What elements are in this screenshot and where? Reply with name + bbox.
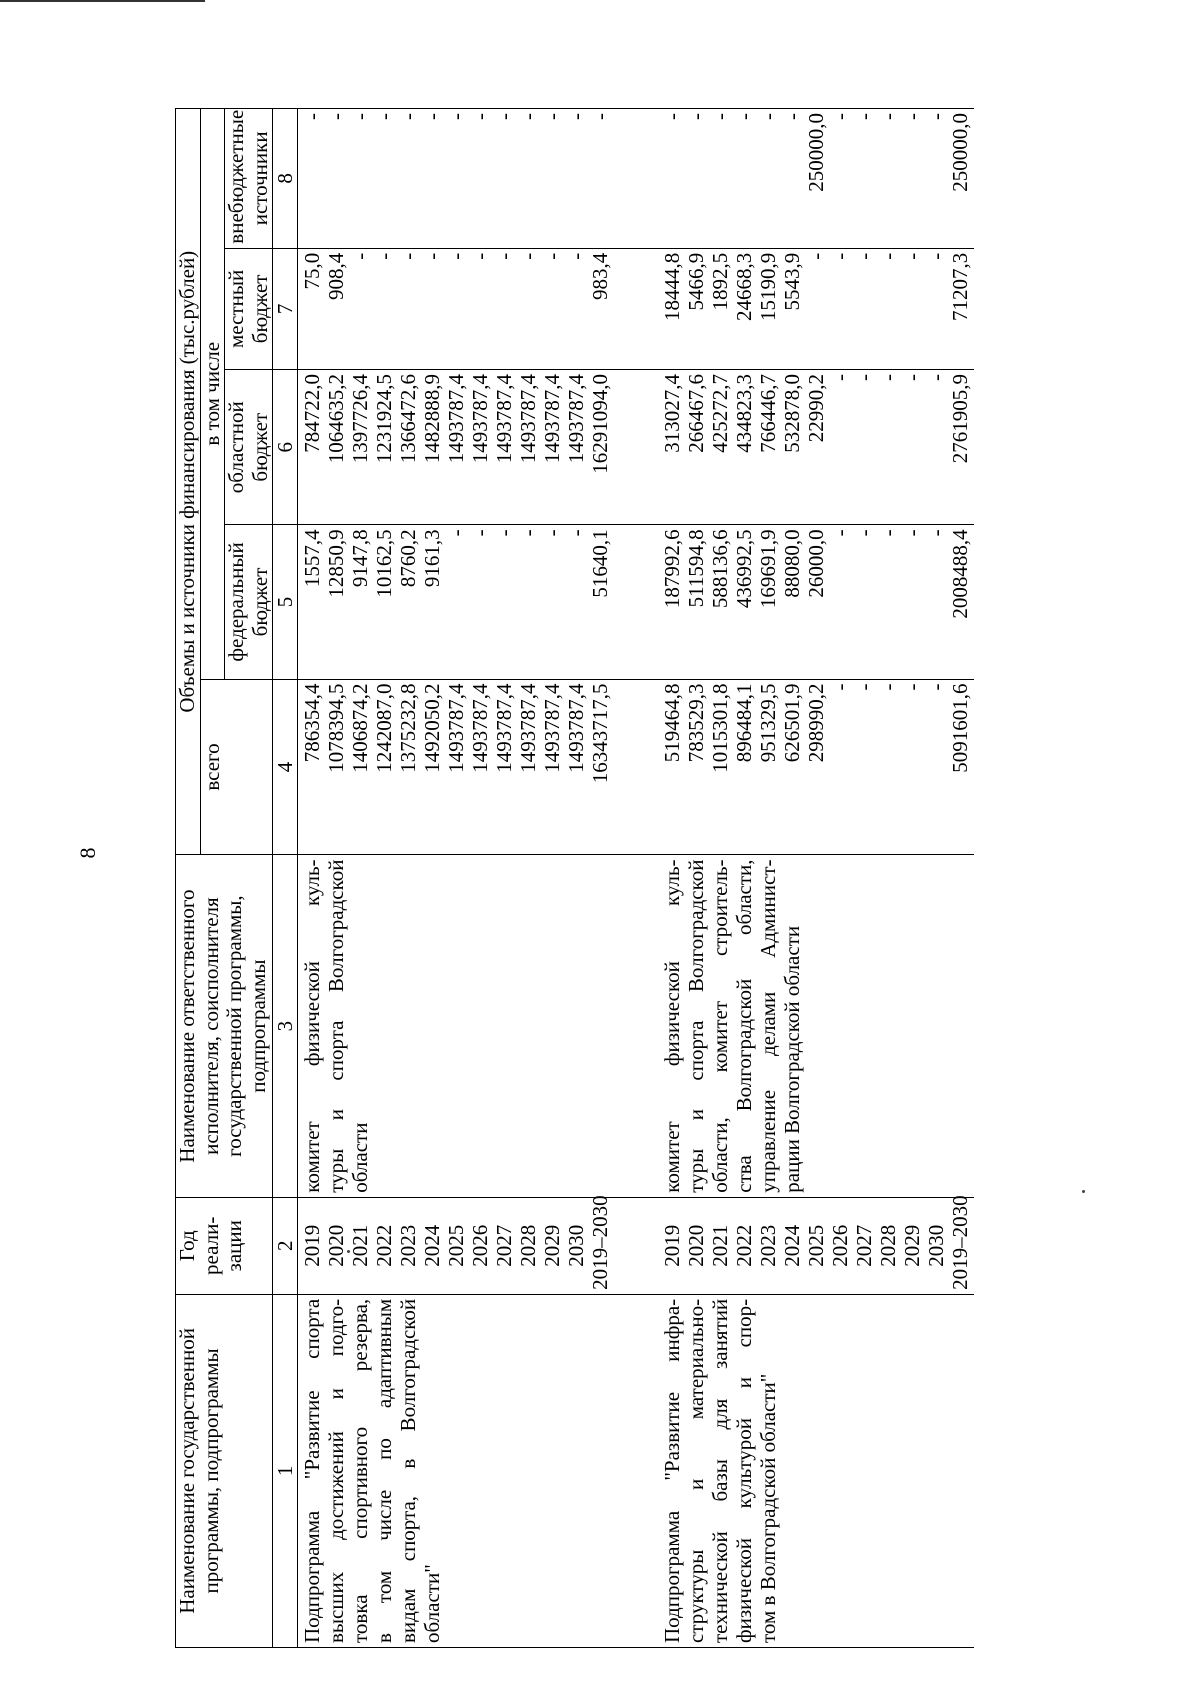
program-name-line: Подпрограмма "Развитие инфра- [660,1298,685,1643]
local-value: - [804,252,829,260]
local-value: - [852,252,877,260]
year-value: 2021 [708,1224,733,1267]
extrabudget-value-cell [298,109,615,249]
total-value: 896484,1 [732,683,757,763]
extrabudget-value-cell [658,109,974,249]
total-value: 1015301,8 [708,683,733,773]
program-name-line: физической культурой и спор- [732,1298,757,1643]
federal-value: 8760,2 [396,529,421,588]
local-value: 1892,5 [708,252,733,311]
year-value: 2026 [828,1224,853,1267]
local-value: - [468,252,493,260]
federal-value: - [444,529,469,537]
regional-value: 784722,0 [300,374,325,453]
local-value: - [876,252,901,260]
federal-value: 9147,8 [348,529,373,588]
extrabudget-value: - [444,113,469,120]
column-number: 3 [273,855,298,1197]
executor-line: области [348,1122,373,1193]
year-value: 2019 [300,1224,325,1267]
executor-line: управление делами Админист- [756,859,781,1193]
extrabudget-value: 250000,0 [948,113,973,192]
local-value: 5543,9 [780,252,805,311]
local-value: - [396,252,421,260]
total-value: 1493787,4 [444,683,469,773]
federal-value: 187992,6 [660,529,685,609]
program-name-line: в том числе по адаптивным [372,1298,397,1643]
total-value: 1242087,0 [372,683,397,773]
year-value: 2024 [420,1224,445,1267]
year-value: 2027 [852,1224,877,1267]
executor-line: области, комитет строитель- [708,859,733,1193]
federal-value: - [924,529,949,537]
local-value: - [924,252,949,260]
header-federal: федеральный бюджет [225,525,273,679]
regional-value: - [852,374,877,382]
federal-value: - [492,529,517,537]
extrabudget-value: - [828,113,853,120]
program-name-line-cell [658,1294,974,1647]
extrabudget-value: - [324,113,349,120]
federal-value: - [900,529,925,537]
regional-value: 1397726,4 [348,374,373,464]
extrabudget-value: - [300,113,325,120]
header-program-name: Наименование государственной программы, подпрограммы [176,1294,273,1647]
program-name-line: технической базы для занятий [708,1298,733,1643]
year-value: 2019–2030 [948,1195,973,1290]
federal-value: 169691,9 [756,529,781,609]
extrabudget-value: - [420,113,445,120]
executor-line: туры и спорта Волгоградской [684,859,709,1193]
regional-value: 1482888,9 [420,374,445,464]
local-value: - [372,252,397,260]
header-extrabudget: внебюджетные источники [225,109,273,249]
extrabudget-value: - [876,113,901,120]
column-number: 5 [273,525,298,679]
header-regional: областной бюджет [225,370,273,525]
table-row [658,109,974,1648]
local-value: 908,4 [324,252,349,300]
regional-value: 313027,4 [660,374,685,453]
regional-value: 1493787,4 [492,374,517,464]
total-value-cell [658,679,974,855]
program-name-line: видам спорта, в Волгоградской [396,1298,421,1643]
extrabudget-value: - [492,113,517,120]
federal-value: 51640,1 [588,529,613,598]
local-value-cell [658,248,974,369]
total-value: 1406874,2 [348,683,373,773]
federal-value: 511594,8 [684,529,709,608]
year-value: 2029 [900,1224,925,1267]
header-local: местный бюджет [225,248,273,369]
year-value: 2023 [756,1224,781,1267]
year-value: 2019 [660,1224,685,1267]
total-value: 951329,5 [756,683,781,763]
year-value: 2025 [444,1224,469,1267]
header-total: всего [200,679,273,855]
funding-table [175,108,974,1648]
gap-cell [614,370,658,525]
year-value: 2022 [372,1224,397,1267]
federal-value: 88080,0 [780,529,805,598]
program-name-line: товка спортивного резерва, [348,1298,373,1643]
extrabudget-value: - [396,113,421,120]
page-number: 8 [75,847,100,859]
year-value: 2022 [732,1224,757,1267]
total-value: - [900,683,925,691]
regional-value: - [828,374,853,382]
column-number: 8 [273,109,298,249]
year-value: 2024 [780,1224,805,1267]
gap-cell [614,679,658,855]
column-number: 7 [273,248,298,369]
year-value-cell [298,1197,615,1294]
federal-value: - [516,529,541,537]
column-number: 6 [273,370,298,525]
local-value: - [516,252,541,260]
gap-cell [614,1294,658,1647]
table-row [298,109,615,1648]
total-value: 519464,8 [660,683,685,763]
total-value: 1493787,4 [564,683,589,773]
federal-value: - [564,529,589,537]
total-value: 16343717,5 [588,683,613,784]
total-value: 1493787,4 [540,683,565,773]
section-gap [614,109,658,1648]
gap-cell [614,109,658,249]
gap-cell [614,855,658,1197]
year-value: 2029 [540,1224,565,1267]
regional-value: - [876,374,901,382]
program-name-line: высших достижений и подго- [324,1298,349,1643]
executor-line: комитет физической куль- [660,859,685,1193]
regional-value: 16291094,0 [588,374,613,474]
federal-value: - [468,529,493,537]
year-value: 2030 [564,1224,589,1267]
year-value: 2028 [516,1224,541,1267]
local-value: 5466,9 [684,252,709,311]
regional-value: 1064635,2 [324,374,349,464]
regional-value: 1231924,5 [372,374,397,464]
federal-value: 2008488,4 [948,529,973,619]
gap-cell [614,248,658,369]
federal-value: 1557,4 [300,529,325,588]
extrabudget-value: - [372,113,397,120]
federal-value-cell [658,525,974,679]
program-name-line: том в Волгоградской области" [756,1373,781,1643]
federal-value: - [876,529,901,537]
local-value: - [492,252,517,260]
total-value: - [828,683,853,691]
local-value: 24668,3 [732,252,757,321]
year-value: 2019–2030 [588,1195,613,1290]
extrabudget-value: - [516,113,541,120]
extrabudget-value: - [900,113,925,120]
regional-value: 1493787,4 [468,374,493,464]
total-value: - [876,683,901,691]
federal-value-cell [298,525,615,679]
federal-value: 588136,6 [708,529,733,609]
extrabudget-value: - [684,113,709,120]
extrabudget-value: - [780,113,805,120]
federal-value: 10162,5 [372,529,397,598]
total-value: 298990,2 [804,683,829,763]
total-value: 1078394,5 [324,683,349,773]
total-value: 5091601,6 [948,683,973,773]
local-value: 71207,3 [948,252,973,321]
local-value: 75,0 [300,252,325,290]
extrabudget-value: - [468,113,493,120]
scan-speck [1082,1190,1085,1193]
program-name-line: структуры и материально- [684,1298,709,1643]
local-value: - [900,252,925,260]
column-number-row [273,109,298,1648]
local-value: - [420,252,445,260]
column-number: 4 [273,679,298,855]
local-value: 18444,8 [660,252,685,321]
regional-value: 1493787,4 [540,374,565,464]
program-name-line: области" [420,1564,445,1643]
regional-value: 1493787,4 [444,374,469,464]
local-value: 15190,9 [756,252,781,321]
local-value: - [564,252,589,260]
regional-value: 434823,3 [732,374,757,453]
year-value: 2028 [876,1224,901,1267]
regional-value: - [924,374,949,382]
year-value: 2030 [924,1224,949,1267]
year-value: 2020 [684,1224,709,1267]
extrabudget-value: - [660,113,685,120]
total-value: 1493787,4 [516,683,541,773]
header-executor: Наименование ответственного исполнителя, соисполнителя государственной программы, подпрограммы [176,855,273,1197]
executor-line: туры и спорта Волгоградской [324,859,349,1193]
year-value: 2021 [348,1224,373,1267]
regional-value: 532878,0 [780,374,805,453]
regional-value: 2761905,9 [948,374,973,464]
federal-value: - [852,529,877,537]
extrabudget-value: - [732,113,757,120]
year-value: 2027 [492,1224,517,1267]
federal-value: 12850,9 [324,529,349,598]
total-value: - [852,683,877,691]
executor-line: рации Волгоградской области [780,925,805,1193]
extrabudget-value: - [588,113,613,120]
total-value: 786354,4 [300,683,325,763]
total-value: 783529,3 [684,683,709,763]
local-value: - [348,252,373,260]
gap-cell [614,1197,658,1294]
total-value: 1375232,8 [396,683,421,773]
regional-value: 266467,6 [684,374,709,453]
header-year: Год реали-зации [176,1197,273,1294]
extrabudget-value: - [708,113,733,120]
extrabudget-value: - [564,113,589,120]
executor-line-cell [298,855,615,1197]
year-value: 2025 [804,1224,829,1267]
year-value: 2023 [396,1224,421,1267]
local-value-cell [298,248,615,369]
regional-value: 1366472,6 [396,374,421,464]
total-value: 626501,9 [780,683,805,763]
total-value: - [924,683,949,691]
total-value-cell [298,679,615,855]
local-value: - [444,252,469,260]
column-number: 2 [273,1197,298,1294]
year-value-cell [658,1197,974,1294]
regional-value: 22990,2 [804,374,829,443]
year-value: 2020 [324,1224,349,1267]
table-body [298,109,975,1648]
executor-line-cell [658,855,974,1197]
extrabudget-value: - [540,113,565,120]
scan-edge-line [0,0,205,2]
total-value: 1492050,2 [420,683,445,773]
extrabudget-value: - [924,113,949,120]
federal-value: - [828,529,853,537]
regional-value: 1493787,4 [564,374,589,464]
local-value: - [828,252,853,260]
header-including: в том числе [200,109,225,680]
federal-value: - [540,529,565,537]
regional-value-cell [658,370,974,525]
total-value: 1493787,4 [492,683,517,773]
regional-value: 425272,7 [708,374,733,453]
local-value: 983,4 [588,252,613,300]
funding-table-page [175,108,1025,1648]
federal-value: 436992,5 [732,529,757,609]
executor-line: ства Волгоградской области, [732,859,757,1193]
extrabudget-value: - [348,113,373,120]
regional-value: 1493787,4 [516,374,541,464]
regional-value: - [900,374,925,382]
regional-value-cell [298,370,615,525]
federal-value: 9161,3 [420,529,445,588]
extrabudget-value: - [852,113,877,120]
program-name-line: Подпрограмма "Развитие спорта [300,1298,325,1643]
total-value: 1493787,4 [468,683,493,773]
header-funding-group: Объемы и источники финансирования (тыс.рублей) [176,109,201,855]
column-number: 1 [273,1294,298,1647]
gap-cell [614,525,658,679]
executor-line: комитет физической куль- [300,859,325,1193]
federal-value: 26000,0 [804,529,829,598]
extrabudget-value: 250000,0 [804,113,829,192]
year-value: 2026 [468,1224,493,1267]
program-name-line-cell [298,1294,615,1647]
extrabudget-value: - [756,113,781,120]
regional-value: 766446,7 [756,374,781,453]
local-value: - [540,252,565,260]
